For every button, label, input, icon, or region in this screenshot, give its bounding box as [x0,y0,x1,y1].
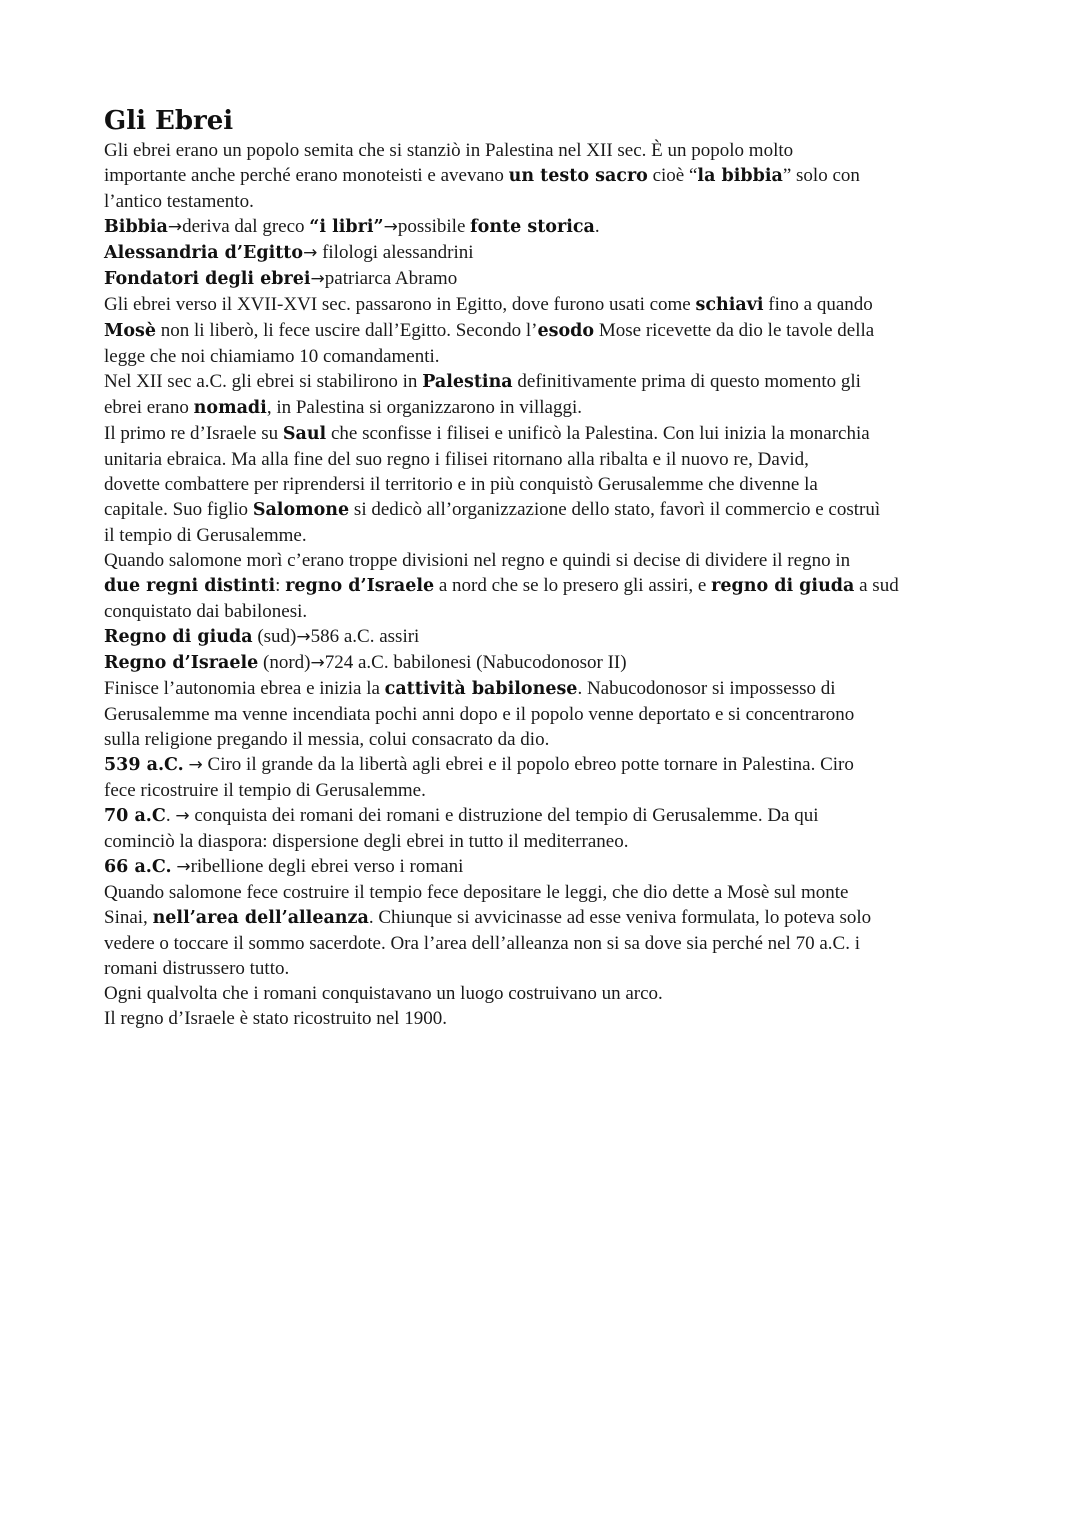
text-line [104,702,980,727]
text-line [104,447,980,472]
text-line [104,266,980,292]
text-run: Gerusalemme ma venne incendiata pochi anni dopo e il popolo venne deportato e si concentrarono [104,704,855,725]
bold-text: Palestina [422,372,513,392]
text-line [104,214,980,240]
text-run: , in Palestina si organizzarono in villaggi. [266,397,583,418]
text-run: ” solo con [782,165,860,186]
text-run: a sud [854,575,899,596]
text-run: cominciò la diaspora: dispersione degli ebrei in tutto il mediterraneo. [104,831,629,852]
text-line [104,803,980,829]
text-run: . [165,805,176,826]
bold-text: Regno di giuda [104,627,253,647]
text-run: conquista dei romani dei romani e distruzione del tempio di Gerusalemme. Da qui [189,805,819,826]
arrow-icon: → [175,806,190,826]
document-body [104,104,980,1031]
text-run: Ciro il grande da la libertà agli ebrei e il popolo ebreo potte tornare in Palestina. Ciro [202,754,854,775]
text-run: importante anche perché erano monoteisti e avevano [104,165,509,186]
bold-text: Regno d’Israele [104,653,259,673]
text-run: fino a quando [763,294,873,315]
arrow-icon: → [310,269,325,289]
text-run: capitale. Suo figlio [104,499,253,520]
bold-text: due regni distinti [104,576,276,596]
bold-text: cattività babilonese [384,679,578,699]
bold-text: regno d’Israele [285,576,435,596]
text-run: 724 a.C. babilonesi (Nabucodonosor II) [324,652,627,673]
bold-text: nell’area dell’alleanza [152,908,369,928]
text-run: a nord che se lo presero gli assiri, e [434,575,712,596]
text-run: . Chiunque si avvicinasse ad esse veniva formulata, lo poteva solo [368,907,872,928]
text-run: sulla religione pregando il messia, colui consacrato da dio. [104,729,550,750]
text-run: ebrei erano [104,397,194,418]
text-run: Sinai, [104,907,153,928]
text-line [104,163,980,189]
text-run: Ogni qualvolta che i romani conquistavano un luogo costruivano un arco. [104,983,663,1004]
text-run: deriva dal greco [182,216,310,237]
text-run: romani distrussero tutto. [104,958,290,979]
bold-text: esodo [537,321,595,341]
bold-text: “i libri” [309,217,384,237]
arrow-icon: → [383,217,398,237]
text-run: il tempio di Gerusalemme. [104,525,307,546]
text-run: 586 a.C. assiri [310,626,420,647]
text-line [104,472,980,497]
text-line [104,292,980,318]
text-run: (sud) [252,626,297,647]
text-run: legge che noi chiamiamo 10 comandamenti. [104,346,440,367]
text-run: fece ricostruire il tempio di Gerusalemme. [104,780,426,801]
bold-text: Fondatori degli ebrei [104,269,311,289]
text-line [104,421,980,447]
bold-text: Salomone [252,500,350,520]
text-line [104,138,980,163]
page-title: Gli Ebrei [104,106,234,136]
text-line [104,931,980,956]
text-run: Il regno d’Israele è stato ricostruito nel 1900. [104,1008,447,1029]
text-run: : [275,575,286,596]
text-line [104,981,980,1006]
arrow-icon: → [188,755,203,775]
text-run: filologi alessandrini [317,242,474,263]
text-line [104,369,980,395]
bold-text: 70 a.C [104,806,166,826]
text-line [104,854,980,880]
text-line [104,905,980,931]
bold-text: regno di giuda [711,576,855,596]
text-line [104,395,980,421]
text-run: Gli ebrei erano un popolo semita che si stanziò in Palestina nel XII sec. È un popolo molto [104,140,794,161]
bold-text: la bibbia [697,166,783,186]
arrow-icon: → [310,653,325,673]
text-line [104,956,980,981]
text-run: l’antico testamento. [104,191,254,212]
bold-text: Bibbia [104,217,168,237]
text-run: non li liberò, li fece uscire dall’Egitto. Secondo l’ [156,320,538,341]
text-run: si dedicò all’organizzazione dello stato, favorì il commercio e costruì [349,499,881,520]
bold-text: nomadi [193,398,267,418]
text-run: Quando salomone morì c’erano troppe divisioni nel regno e quindi si decise di dividere il regno in [104,550,851,571]
text-line [104,676,980,702]
text-run: Gli ebrei verso il XVII-XVI sec. passarono in Egitto, dove furono usati come [104,294,696,315]
text-run: dovette combattere per riprendersi il territorio e in più conquistò Gerusalemme che divenne la [104,474,818,495]
text-run: definitivamente prima di questo momento gli [512,371,861,392]
text-line [104,727,980,752]
text-line [104,778,980,803]
text-line [104,624,980,650]
bold-text: Saul [282,424,327,444]
bold-text: un testo sacro [508,166,648,186]
arrow-icon: → [296,627,311,647]
text-line [104,650,980,676]
bold-text: schiavi [695,295,764,315]
text-line [104,344,980,369]
text-run: (nord) [258,652,311,673]
arrow-icon: → [167,217,183,237]
text-run: Il primo re d’Israele su [104,423,283,444]
text-run: . Nabucodonosor si impossesso di [577,678,836,699]
text-line [104,752,980,778]
text-run: Finisce l’autonomia ebrea e inizia la [104,678,385,699]
text-line [104,523,980,548]
text-line [104,240,980,266]
text-run: Quando salomone fece costruire il tempio fece depositare le leggi, che dio dette a Mosè sul monte [104,882,849,903]
text-run: Nel XII sec a.C. gli ebrei si stabilirono in [104,371,423,392]
text-run: possibile [397,216,471,237]
text-line [104,1006,980,1031]
bold-text: Mosè [104,321,157,341]
text-run: vedere o toccare il sommo sacerdote. Ora l’area dell’alleanza non si sa dove sia perché nel 70 a.C. i [104,933,860,954]
arrow-icon: → [176,857,191,877]
text-run: . [594,216,600,237]
bold-text: fonte storica [470,217,595,237]
text-line [104,599,980,624]
document-text [104,138,980,1031]
bold-text: 66 a.C. [104,857,172,877]
arrow-icon: → [303,243,318,263]
text-line [104,880,980,905]
text-line [104,189,980,214]
text-line [104,829,980,854]
text-line [104,318,980,344]
text-line [104,548,980,573]
text-line [104,497,980,523]
bold-text: 539 a.C. [104,755,184,775]
text-line [104,573,980,599]
bold-text: Alessandria d’Egitto [104,243,304,263]
text-run: patriarca Abramo [324,268,458,289]
text-run: che sconfisse i filisei e unificò la Palestina. Con lui inizia la monarchia [326,423,870,444]
text-run: unitaria ebraica. Ma alla fine del suo regno i filisei ritornano alla ribalta e il nuovo re, David, [104,449,809,470]
text-run: cioè “ [647,165,698,186]
text-run: ribellione degli ebrei verso i romani [190,856,464,877]
text-run: conquistato dai babilonesi. [104,601,308,622]
text-run: Mose ricevette da dio le tavole della [594,320,875,341]
